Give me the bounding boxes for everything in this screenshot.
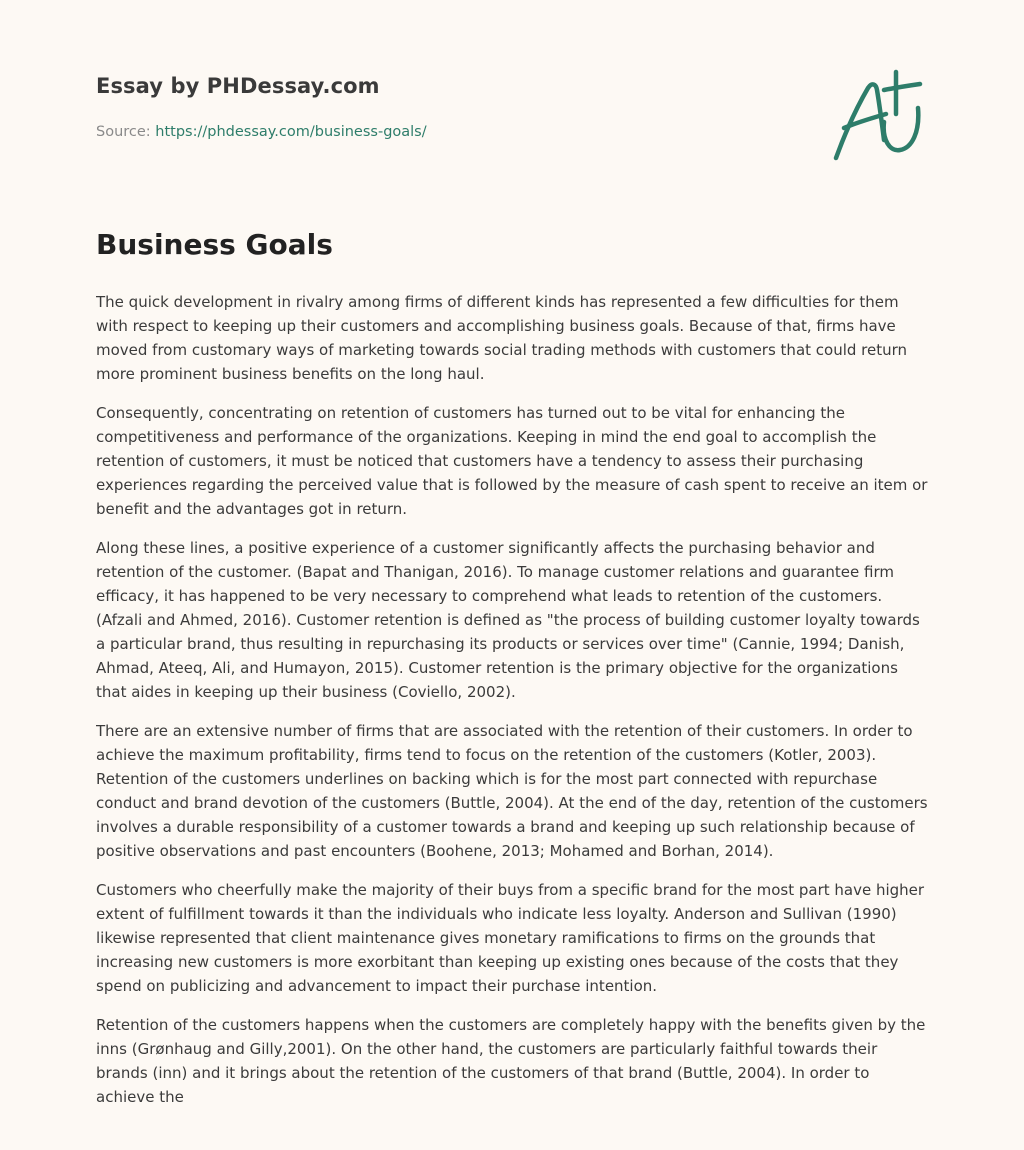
site-title: Essay by PHDessay.com — [96, 74, 380, 98]
paragraph-4: There are an extensive number of firms that are associated with the retention of their customers. In order to achieve the maximum profitability, firms tend to focus on the retention of the customers (Kotler, 2003). Retention of the customers underlines on backing which is for the most part connected with repurchase conduct and brand devotion of the customers (Buttle, 2004). At the end of the day, retention of the customers involves a durable responsibility of a customer towards a brand and keeping up such relationship because of positive observations and past encounters (Boohene, 2013; Mohamed and Borhan, 2014). — [96, 722, 928, 860]
essay-content — [96, 290, 928, 1150]
source-link[interactable]: https://phdessay.com/business-goals/ — [155, 124, 427, 140]
paragraph-6: Retention of the customers happens when the customers are completely happy with the benefits given by the inns (Grønhaug and Gilly,2001). On the other hand, the customers are particularly faithful towards their brands (inn) and it brings about the retention of the customers of that brand (Buttle, 2004). In order to achieve the — [96, 1016, 926, 1106]
source-line — [96, 124, 427, 140]
paragraph-3: Along these lines, a positive experience of a customer significantly affects the purchasing behavior and retention of the customer. (Bapat and Thanigan, 2016). To manage customer relations and guarantee firm efficacy, it has happened to be very necessary to comprehend what leads to retention of the customers. (Afzali and Ahmed, 2016). Customer retention is defined as "the process of building customer loyalty towards a particular brand, thus resulting in repurchasing its products or services over time" (Cannie, 1994; Danish, Ahmad, Ateeq, Ali, and Humayon, 2015). Customer retention is the primary objective for the organizations that aides in keeping up their business (Coviello, 2002). — [96, 539, 920, 701]
essay-title: Business Goals — [96, 228, 333, 261]
a-plus-logo-icon — [824, 66, 928, 166]
page-header — [96, 0, 928, 200]
paragraph-5: Customers who cheerfully make the majority of their buys from a specific brand for the most part have higher extent of fulfillment towards it than the individuals who indicate less loyalty. Anderson and Sullivan (1990) likewise represented that client maintenance gives monetary ramifications to firms on the grounds that increasing new customers is more exorbitant than keeping up existing ones because of the costs that they spend on publicizing and advancement to impact their purchase intention. — [96, 881, 925, 995]
paragraph-1: The quick development in rivalry among firms of different kinds has represented a few difficulties for them with respect to keeping up their customers and accomplishing business goals. Because of that, firms have moved from customary ways of marketing towards social trading methods with customers that could return more prominent business benefits on the long haul. — [96, 293, 908, 383]
paragraph-2: Consequently, concentrating on retention of customers has turned out to be vital for enhancing the competitiveness and performance of the organizations. Keeping in mind the end goal to accomplish the retention of customers, it must be noticed that customers have a tendency to assess their purchasing experiences regarding the perceived value that is followed by the measure of cash spent to receive an item or benefit and the advantages got in return. — [96, 404, 928, 518]
source-label: Source: — [96, 124, 151, 140]
